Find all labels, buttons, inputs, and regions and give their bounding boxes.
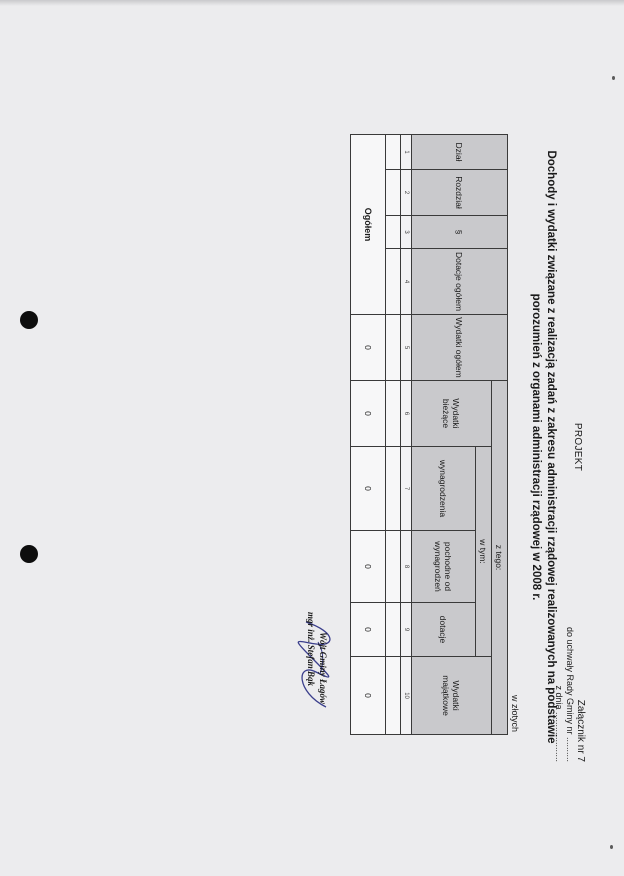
total-biezace: 0: [351, 381, 386, 447]
header-pochodne: pochodne od wynagrodzeń: [412, 531, 476, 603]
signature-scribble-icon: [286, 602, 346, 722]
document-page: [38, 112, 588, 782]
header-paragraph: §: [412, 216, 508, 249]
header-rozdzial: Rozdział: [412, 170, 508, 216]
attachment-number: Załącznik nr 7: [575, 699, 586, 762]
header-z-tego: z tego:: [492, 381, 508, 735]
currency-unit: w złotych: [510, 694, 520, 732]
punch-hole-lower: [20, 545, 38, 563]
column-number: 8: [401, 531, 412, 603]
total-wynagrodzenia: 0: [351, 447, 386, 531]
header-dotacje-ogolem: Dotacje ogółem: [412, 249, 508, 315]
total-label: Ogółem: [351, 135, 386, 315]
title-line-1: Dochody i wydatki związane z realizacją zadań z zakresu administracji rządowej realizowanych na podstawie: [545, 150, 557, 744]
project-label: PROJEKT: [572, 422, 583, 472]
total-wydatki: 0: [351, 315, 386, 381]
column-number: 10: [401, 657, 412, 735]
column-number: 7: [401, 447, 412, 531]
total-dotacje: 0: [351, 603, 386, 657]
column-number: 6: [401, 381, 412, 447]
column-number: 5: [401, 315, 412, 381]
total-majatkowe: 0: [351, 657, 386, 735]
attachment-date: z dnia ....................: [554, 685, 564, 762]
header-wydatki-ogolem: Wydatki ogółem: [412, 315, 508, 381]
signature-title: Wójt Gminy Łagów: [318, 632, 328, 705]
attachment-resolution: do uchwały Rady Gminy nr ..........: [565, 626, 575, 762]
scan-speck: [610, 845, 613, 849]
scan-top-edge: [0, 0, 624, 6]
column-number: 3: [401, 216, 412, 249]
column-number: 4: [401, 249, 412, 315]
signature-block: [268, 602, 328, 792]
header-dzial: Dział: [412, 135, 508, 170]
header-wynagrodzenia: wynagrodzenia: [412, 447, 476, 531]
budget-table: [350, 134, 508, 735]
signature-name: mgr inż. Stefan Bąk: [306, 612, 316, 687]
header-w-tym: w tym:: [476, 447, 492, 657]
header-dotacje-sub: dotacje: [412, 603, 476, 657]
document-title: [528, 142, 558, 752]
title-line-2: porozumień z organami administracji rządowej w 2008 r.: [530, 293, 542, 601]
punch-hole-upper: [20, 311, 38, 329]
column-number-row: [401, 135, 412, 735]
column-number: 2: [401, 170, 412, 216]
total-pochodne: 0: [351, 531, 386, 603]
column-number: 9: [401, 603, 412, 657]
total-row: [351, 135, 386, 735]
scan-speck: [612, 76, 615, 80]
empty-row: [386, 135, 401, 735]
column-number: 1: [401, 135, 412, 170]
header-wydatki-biezace: Wydatki bieżące: [412, 381, 492, 447]
header-wydatki-majatkowe: Wydatki majątkowe: [412, 657, 492, 735]
